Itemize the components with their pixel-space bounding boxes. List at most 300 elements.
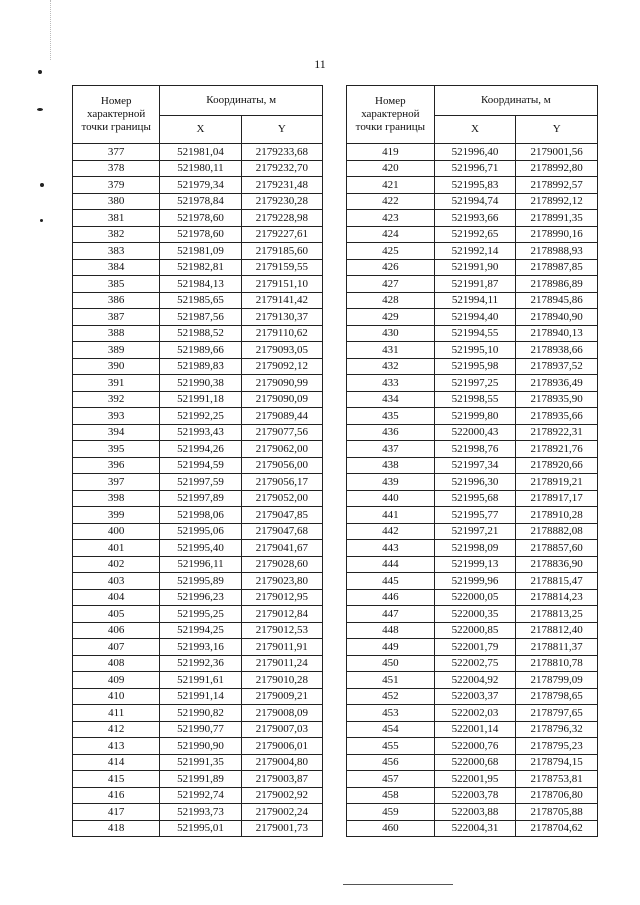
point-number-cell: 459 — [347, 804, 435, 821]
y-coordinate-cell: 2178936,49 — [516, 375, 598, 392]
x-coordinate-cell: 521994,26 — [160, 441, 241, 458]
x-coordinate-cell: 522001,79 — [434, 639, 516, 656]
table-row — [347, 325, 598, 342]
x-coordinate-cell: 521996,71 — [434, 160, 516, 177]
point-number-cell: 436 — [347, 424, 435, 441]
table-row — [347, 424, 598, 441]
table-row — [347, 391, 598, 408]
table-row — [73, 820, 323, 837]
x-coordinate-cell: 521993,16 — [160, 639, 241, 656]
table-row — [347, 573, 598, 590]
table-row — [73, 622, 323, 639]
header-x: X — [434, 116, 516, 144]
x-coordinate-cell: 521990,82 — [160, 705, 241, 722]
table-row — [73, 639, 323, 656]
table-body-left — [73, 144, 323, 837]
point-number-cell: 411 — [73, 705, 160, 722]
y-coordinate-cell: 2178753,81 — [516, 771, 598, 788]
table-row — [347, 243, 598, 260]
x-coordinate-cell: 521992,25 — [160, 408, 241, 425]
x-coordinate-cell: 521992,74 — [160, 787, 241, 804]
y-coordinate-cell: 2178882,08 — [516, 523, 598, 540]
x-coordinate-cell: 521998,09 — [434, 540, 516, 557]
y-coordinate-cell: 2179227,61 — [241, 226, 322, 243]
point-number-cell: 402 — [73, 556, 160, 573]
table-row — [73, 144, 323, 161]
x-coordinate-cell: 521998,76 — [434, 441, 516, 458]
y-coordinate-cell: 2179009,21 — [241, 688, 322, 705]
point-number-cell: 415 — [73, 771, 160, 788]
table-row — [73, 754, 323, 771]
x-coordinate-cell: 521990,38 — [160, 375, 241, 392]
x-coordinate-cell: 521994,25 — [160, 622, 241, 639]
y-coordinate-cell: 2179002,24 — [241, 804, 322, 821]
y-coordinate-cell: 2178704,62 — [516, 820, 598, 837]
table-row — [73, 507, 323, 524]
x-coordinate-cell: 521995,98 — [434, 358, 516, 375]
y-coordinate-cell: 2178922,31 — [516, 424, 598, 441]
x-coordinate-cell: 521995,25 — [160, 606, 241, 623]
table-row — [347, 276, 598, 293]
x-coordinate-cell: 521978,84 — [160, 193, 241, 210]
point-number-cell: 430 — [347, 325, 435, 342]
y-coordinate-cell: 2178940,13 — [516, 325, 598, 342]
header-y: Y — [241, 116, 322, 144]
footer-rule — [343, 884, 453, 885]
point-number-cell: 395 — [73, 441, 160, 458]
table-row — [73, 424, 323, 441]
point-number-cell: 422 — [347, 193, 435, 210]
x-coordinate-cell: 521994,59 — [160, 457, 241, 474]
table-row — [73, 210, 323, 227]
y-coordinate-cell: 2178798,65 — [516, 688, 598, 705]
table-row — [347, 490, 598, 507]
y-coordinate-cell: 2178935,90 — [516, 391, 598, 408]
table-row — [347, 787, 598, 804]
table-row — [73, 573, 323, 590]
point-number-cell: 433 — [347, 375, 435, 392]
y-coordinate-cell: 2179011,91 — [241, 639, 322, 656]
point-number-cell: 418 — [73, 820, 160, 837]
y-coordinate-cell: 2179004,80 — [241, 754, 322, 771]
table-row — [347, 688, 598, 705]
table-row — [73, 292, 323, 309]
point-number-cell: 442 — [347, 523, 435, 540]
table-row — [347, 375, 598, 392]
x-coordinate-cell: 521988,52 — [160, 325, 241, 342]
x-coordinate-cell: 522000,76 — [434, 738, 516, 755]
x-coordinate-cell: 522004,92 — [434, 672, 516, 689]
y-coordinate-cell: 2178935,66 — [516, 408, 598, 425]
point-number-cell: 441 — [347, 507, 435, 524]
table-row — [73, 391, 323, 408]
table-row — [347, 672, 598, 689]
table-row — [73, 342, 323, 359]
x-coordinate-cell: 521987,56 — [160, 309, 241, 326]
y-coordinate-cell: 2178810,78 — [516, 655, 598, 672]
y-coordinate-cell: 2179062,00 — [241, 441, 322, 458]
point-number-cell: 445 — [347, 573, 435, 590]
table-row — [347, 523, 598, 540]
y-coordinate-cell: 2178986,89 — [516, 276, 598, 293]
y-coordinate-cell: 2178836,90 — [516, 556, 598, 573]
point-number-cell: 458 — [347, 787, 435, 804]
table-row — [347, 193, 598, 210]
table-row — [73, 589, 323, 606]
x-coordinate-cell: 521990,90 — [160, 738, 241, 755]
point-number-cell: 401 — [73, 540, 160, 557]
y-coordinate-cell: 2179232,70 — [241, 160, 322, 177]
y-coordinate-cell: 2179093,05 — [241, 342, 322, 359]
table-row — [347, 441, 598, 458]
table-row — [347, 589, 598, 606]
y-coordinate-cell: 2179001,73 — [241, 820, 322, 837]
x-coordinate-cell: 521996,11 — [160, 556, 241, 573]
y-coordinate-cell: 2179185,60 — [241, 243, 322, 260]
y-coordinate-cell: 2178937,52 — [516, 358, 598, 375]
point-number-cell: 403 — [73, 573, 160, 590]
header-x: X — [160, 116, 241, 144]
x-coordinate-cell: 521996,30 — [434, 474, 516, 491]
table-row — [73, 721, 323, 738]
y-coordinate-cell: 2178991,35 — [516, 210, 598, 227]
table-row — [73, 259, 323, 276]
x-coordinate-cell: 521978,60 — [160, 226, 241, 243]
y-coordinate-cell: 2178921,76 — [516, 441, 598, 458]
header-point-number: Номер характерной точки границы — [347, 86, 435, 144]
x-coordinate-cell: 521995,01 — [160, 820, 241, 837]
x-coordinate-cell: 521992,65 — [434, 226, 516, 243]
table-row — [73, 441, 323, 458]
y-coordinate-cell: 2179233,68 — [241, 144, 322, 161]
x-coordinate-cell: 521989,83 — [160, 358, 241, 375]
y-coordinate-cell: 2179011,24 — [241, 655, 322, 672]
table-row — [347, 507, 598, 524]
x-coordinate-cell: 521991,35 — [160, 754, 241, 771]
table-body-right — [347, 144, 598, 837]
table-row — [347, 292, 598, 309]
point-number-cell: 432 — [347, 358, 435, 375]
table-row — [347, 408, 598, 425]
table-row — [347, 721, 598, 738]
table-row — [73, 738, 323, 755]
table-row — [347, 540, 598, 557]
table-row — [73, 705, 323, 722]
table-row — [347, 226, 598, 243]
y-coordinate-cell: 2179001,56 — [516, 144, 598, 161]
y-coordinate-cell: 2179056,17 — [241, 474, 322, 491]
y-coordinate-cell: 2179041,67 — [241, 540, 322, 557]
table-row — [347, 259, 598, 276]
table-row — [73, 358, 323, 375]
point-number-cell: 455 — [347, 738, 435, 755]
y-coordinate-cell: 2179130,37 — [241, 309, 322, 326]
x-coordinate-cell: 521999,80 — [434, 408, 516, 425]
y-coordinate-cell: 2179007,03 — [241, 721, 322, 738]
point-number-cell: 449 — [347, 639, 435, 656]
x-coordinate-cell: 521998,55 — [434, 391, 516, 408]
y-coordinate-cell: 2178811,37 — [516, 639, 598, 656]
point-number-cell: 406 — [73, 622, 160, 639]
point-number-cell: 427 — [347, 276, 435, 293]
x-coordinate-cell: 521995,06 — [160, 523, 241, 540]
point-number-cell: 388 — [73, 325, 160, 342]
point-number-cell: 412 — [73, 721, 160, 738]
table-row — [73, 523, 323, 540]
x-coordinate-cell: 521999,96 — [434, 573, 516, 590]
scan-speck — [37, 108, 43, 111]
table-row — [73, 540, 323, 557]
point-number-cell: 420 — [347, 160, 435, 177]
y-coordinate-cell: 2178799,09 — [516, 672, 598, 689]
x-coordinate-cell: 521995,77 — [434, 507, 516, 524]
y-coordinate-cell: 2178940,90 — [516, 309, 598, 326]
y-coordinate-cell: 2179052,00 — [241, 490, 322, 507]
point-number-cell: 414 — [73, 754, 160, 771]
x-coordinate-cell: 521990,77 — [160, 721, 241, 738]
point-number-cell: 457 — [347, 771, 435, 788]
y-coordinate-cell: 2179012,84 — [241, 606, 322, 623]
point-number-cell: 451 — [347, 672, 435, 689]
y-coordinate-cell: 2178797,65 — [516, 705, 598, 722]
x-coordinate-cell: 522004,31 — [434, 820, 516, 837]
y-coordinate-cell: 2178945,86 — [516, 292, 598, 309]
table-row — [73, 408, 323, 425]
x-coordinate-cell: 521991,14 — [160, 688, 241, 705]
x-coordinate-cell: 521978,60 — [160, 210, 241, 227]
table-row — [73, 457, 323, 474]
y-coordinate-cell: 2178917,17 — [516, 490, 598, 507]
table-row — [73, 325, 323, 342]
table-row — [73, 771, 323, 788]
x-coordinate-cell: 522002,03 — [434, 705, 516, 722]
table-row — [73, 490, 323, 507]
table-row — [73, 276, 323, 293]
x-coordinate-cell: 521985,65 — [160, 292, 241, 309]
point-number-cell: 425 — [347, 243, 435, 260]
point-number-cell: 421 — [347, 177, 435, 194]
point-number-cell: 440 — [347, 490, 435, 507]
table-row — [73, 226, 323, 243]
point-number-cell: 450 — [347, 655, 435, 672]
point-number-cell: 437 — [347, 441, 435, 458]
table-row — [73, 177, 323, 194]
y-coordinate-cell: 2179056,00 — [241, 457, 322, 474]
point-number-cell: 417 — [73, 804, 160, 821]
table-row — [347, 606, 598, 623]
y-coordinate-cell: 2179047,85 — [241, 507, 322, 524]
page-number: 11 — [314, 57, 326, 71]
point-number-cell: 398 — [73, 490, 160, 507]
table-row — [347, 144, 598, 161]
x-coordinate-cell: 522003,88 — [434, 804, 516, 821]
x-coordinate-cell: 522000,68 — [434, 754, 516, 771]
x-coordinate-cell: 521980,11 — [160, 160, 241, 177]
x-coordinate-cell: 521998,06 — [160, 507, 241, 524]
point-number-cell: 438 — [347, 457, 435, 474]
x-coordinate-cell: 521979,34 — [160, 177, 241, 194]
x-coordinate-cell: 521992,36 — [160, 655, 241, 672]
point-number-cell: 391 — [73, 375, 160, 392]
y-coordinate-cell: 2179012,53 — [241, 622, 322, 639]
point-number-cell: 381 — [73, 210, 160, 227]
point-number-cell: 386 — [73, 292, 160, 309]
x-coordinate-cell: 521993,43 — [160, 424, 241, 441]
table-row — [347, 177, 598, 194]
coordinates-table-right — [346, 85, 598, 837]
x-coordinate-cell: 521995,89 — [160, 573, 241, 590]
point-number-cell: 428 — [347, 292, 435, 309]
x-coordinate-cell: 521981,04 — [160, 144, 241, 161]
table-row — [347, 474, 598, 491]
x-coordinate-cell: 521995,83 — [434, 177, 516, 194]
x-coordinate-cell: 521997,59 — [160, 474, 241, 491]
point-number-cell: 383 — [73, 243, 160, 260]
x-coordinate-cell: 521995,68 — [434, 490, 516, 507]
x-coordinate-cell: 521995,40 — [160, 540, 241, 557]
point-number-cell: 387 — [73, 309, 160, 326]
point-number-cell: 453 — [347, 705, 435, 722]
x-coordinate-cell: 521989,66 — [160, 342, 241, 359]
point-number-cell: 443 — [347, 540, 435, 557]
y-coordinate-cell: 2179008,09 — [241, 705, 322, 722]
header-coordinates: Координаты, м — [434, 86, 597, 116]
x-coordinate-cell: 521992,14 — [434, 243, 516, 260]
table-row — [73, 193, 323, 210]
table-row — [347, 309, 598, 326]
y-coordinate-cell: 2178990,16 — [516, 226, 598, 243]
point-number-cell: 435 — [347, 408, 435, 425]
y-coordinate-cell: 2179010,28 — [241, 672, 322, 689]
point-number-cell: 377 — [73, 144, 160, 161]
y-coordinate-cell: 2179230,28 — [241, 193, 322, 210]
x-coordinate-cell: 521996,23 — [160, 589, 241, 606]
y-coordinate-cell: 2178987,85 — [516, 259, 598, 276]
x-coordinate-cell: 521984,13 — [160, 276, 241, 293]
y-coordinate-cell: 2179159,55 — [241, 259, 322, 276]
point-number-cell: 404 — [73, 589, 160, 606]
x-coordinate-cell: 521994,74 — [434, 193, 516, 210]
table-row — [73, 804, 323, 821]
header-point-number: Номер характерной точки границы — [73, 86, 160, 144]
y-coordinate-cell: 2178920,66 — [516, 457, 598, 474]
x-coordinate-cell: 521991,61 — [160, 672, 241, 689]
x-coordinate-cell: 522003,37 — [434, 688, 516, 705]
y-coordinate-cell: 2179090,99 — [241, 375, 322, 392]
y-coordinate-cell: 2179110,62 — [241, 325, 322, 342]
x-coordinate-cell: 522003,78 — [434, 787, 516, 804]
table-row — [73, 688, 323, 705]
point-number-cell: 416 — [73, 787, 160, 804]
scan-speck — [40, 219, 43, 222]
point-number-cell: 448 — [347, 622, 435, 639]
table-row — [73, 243, 323, 260]
point-number-cell: 423 — [347, 210, 435, 227]
table-row — [347, 754, 598, 771]
y-coordinate-cell: 2178794,15 — [516, 754, 598, 771]
y-coordinate-cell: 2178857,60 — [516, 540, 598, 557]
y-coordinate-cell: 2179002,92 — [241, 787, 322, 804]
point-number-cell: 384 — [73, 259, 160, 276]
table-row — [347, 160, 598, 177]
table-row — [73, 375, 323, 392]
table-row — [347, 556, 598, 573]
x-coordinate-cell: 521991,87 — [434, 276, 516, 293]
point-number-cell: 397 — [73, 474, 160, 491]
x-coordinate-cell: 522000,05 — [434, 589, 516, 606]
x-coordinate-cell: 521995,10 — [434, 342, 516, 359]
point-number-cell: 413 — [73, 738, 160, 755]
y-coordinate-cell: 2179003,87 — [241, 771, 322, 788]
table-row — [73, 606, 323, 623]
x-coordinate-cell: 522000,85 — [434, 622, 516, 639]
y-coordinate-cell: 2178910,28 — [516, 507, 598, 524]
table-row — [347, 639, 598, 656]
y-coordinate-cell: 2179151,10 — [241, 276, 322, 293]
x-coordinate-cell: 521997,34 — [434, 457, 516, 474]
x-coordinate-cell: 522001,14 — [434, 721, 516, 738]
point-number-cell: 392 — [73, 391, 160, 408]
y-coordinate-cell: 2179228,98 — [241, 210, 322, 227]
y-coordinate-cell: 2178795,23 — [516, 738, 598, 755]
point-number-cell: 460 — [347, 820, 435, 837]
table-row — [347, 457, 598, 474]
point-number-cell: 452 — [347, 688, 435, 705]
x-coordinate-cell: 522001,95 — [434, 771, 516, 788]
table-row — [347, 820, 598, 837]
table-row — [73, 556, 323, 573]
x-coordinate-cell: 521993,66 — [434, 210, 516, 227]
y-coordinate-cell: 2178706,80 — [516, 787, 598, 804]
point-number-cell: 408 — [73, 655, 160, 672]
table-row — [347, 358, 598, 375]
point-number-cell: 385 — [73, 276, 160, 293]
x-coordinate-cell: 521982,81 — [160, 259, 241, 276]
point-number-cell: 382 — [73, 226, 160, 243]
table-row — [347, 738, 598, 755]
y-coordinate-cell: 2178815,47 — [516, 573, 598, 590]
x-coordinate-cell: 521997,21 — [434, 523, 516, 540]
x-coordinate-cell: 521981,09 — [160, 243, 241, 260]
table-row — [347, 655, 598, 672]
point-number-cell: 446 — [347, 589, 435, 606]
x-coordinate-cell: 521991,18 — [160, 391, 241, 408]
y-coordinate-cell: 2178992,12 — [516, 193, 598, 210]
x-coordinate-cell: 521991,89 — [160, 771, 241, 788]
y-coordinate-cell: 2178919,21 — [516, 474, 598, 491]
y-coordinate-cell: 2179006,01 — [241, 738, 322, 755]
x-coordinate-cell: 521994,11 — [434, 292, 516, 309]
y-coordinate-cell: 2179141,42 — [241, 292, 322, 309]
point-number-cell: 396 — [73, 457, 160, 474]
table-row — [73, 672, 323, 689]
x-coordinate-cell: 521997,25 — [434, 375, 516, 392]
y-coordinate-cell: 2178813,25 — [516, 606, 598, 623]
x-coordinate-cell: 522000,43 — [434, 424, 516, 441]
point-number-cell: 399 — [73, 507, 160, 524]
point-number-cell: 410 — [73, 688, 160, 705]
point-number-cell: 444 — [347, 556, 435, 573]
y-coordinate-cell: 2179077,56 — [241, 424, 322, 441]
y-coordinate-cell: 2179092,12 — [241, 358, 322, 375]
point-number-cell: 454 — [347, 721, 435, 738]
table-row — [73, 160, 323, 177]
y-coordinate-cell: 2178938,66 — [516, 342, 598, 359]
point-number-cell: 426 — [347, 259, 435, 276]
x-coordinate-cell: 522002,75 — [434, 655, 516, 672]
table-row — [73, 655, 323, 672]
y-coordinate-cell: 2178992,57 — [516, 177, 598, 194]
